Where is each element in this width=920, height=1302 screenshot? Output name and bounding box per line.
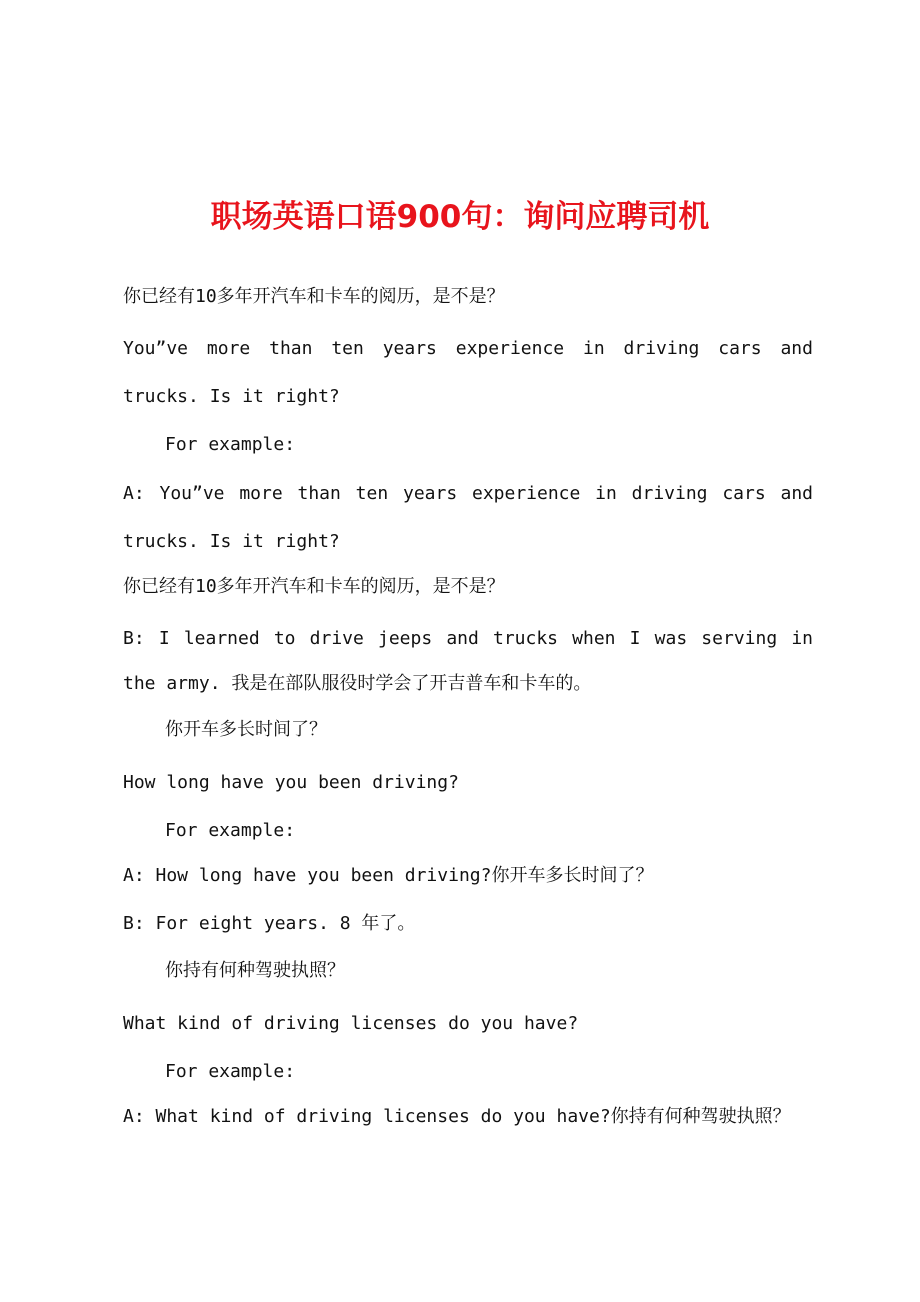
answer-a-2: A: How long have you been driving?你开车多长时间了？ [123, 865, 654, 886]
example-label-1: For example: [165, 434, 296, 455]
answer-b-1-line2: the army. 我是在部队服役时学会了开吉普车和卡车的。 [123, 673, 592, 694]
zh-question-2: 你开车多长时间了？ [165, 719, 327, 740]
en-question-1-line1: You”ve more than ten years experience in driving cars and [123, 338, 813, 359]
en-question-1-line2: trucks. Is it right? [123, 386, 340, 407]
en-question-2: How long have you been driving? [123, 772, 459, 793]
answer-a-1-line1: A: You”ve more than ten years experience in driving cars and [123, 483, 813, 504]
en-question-3: What kind of driving licenses do you have? [123, 1013, 579, 1034]
page-title: 职场英语口语900句：询问应聘司机 [210, 199, 710, 235]
example-label-2: For example: [165, 820, 296, 841]
zh-question-3: 你持有何种驾驶执照？ [165, 960, 345, 981]
answer-b-2: B: For eight years. 8 年了。 [123, 913, 416, 934]
answer-a-3: A: What kind of driving licenses do you have?你持有何种驾驶执照？ [123, 1106, 791, 1127]
answer-b-1-line1: B: I learned to drive jeeps and trucks when I was serving in [123, 628, 813, 649]
answer-a-1-line2: trucks. Is it right? [123, 531, 340, 552]
zh-question-1: 你已经有10多年开汽车和卡车的阅历，是不是？ [123, 286, 505, 307]
example-label-3: For example: [165, 1061, 296, 1082]
answer-a-1-zh: 你已经有10多年开汽车和卡车的阅历，是不是？ [123, 576, 505, 597]
